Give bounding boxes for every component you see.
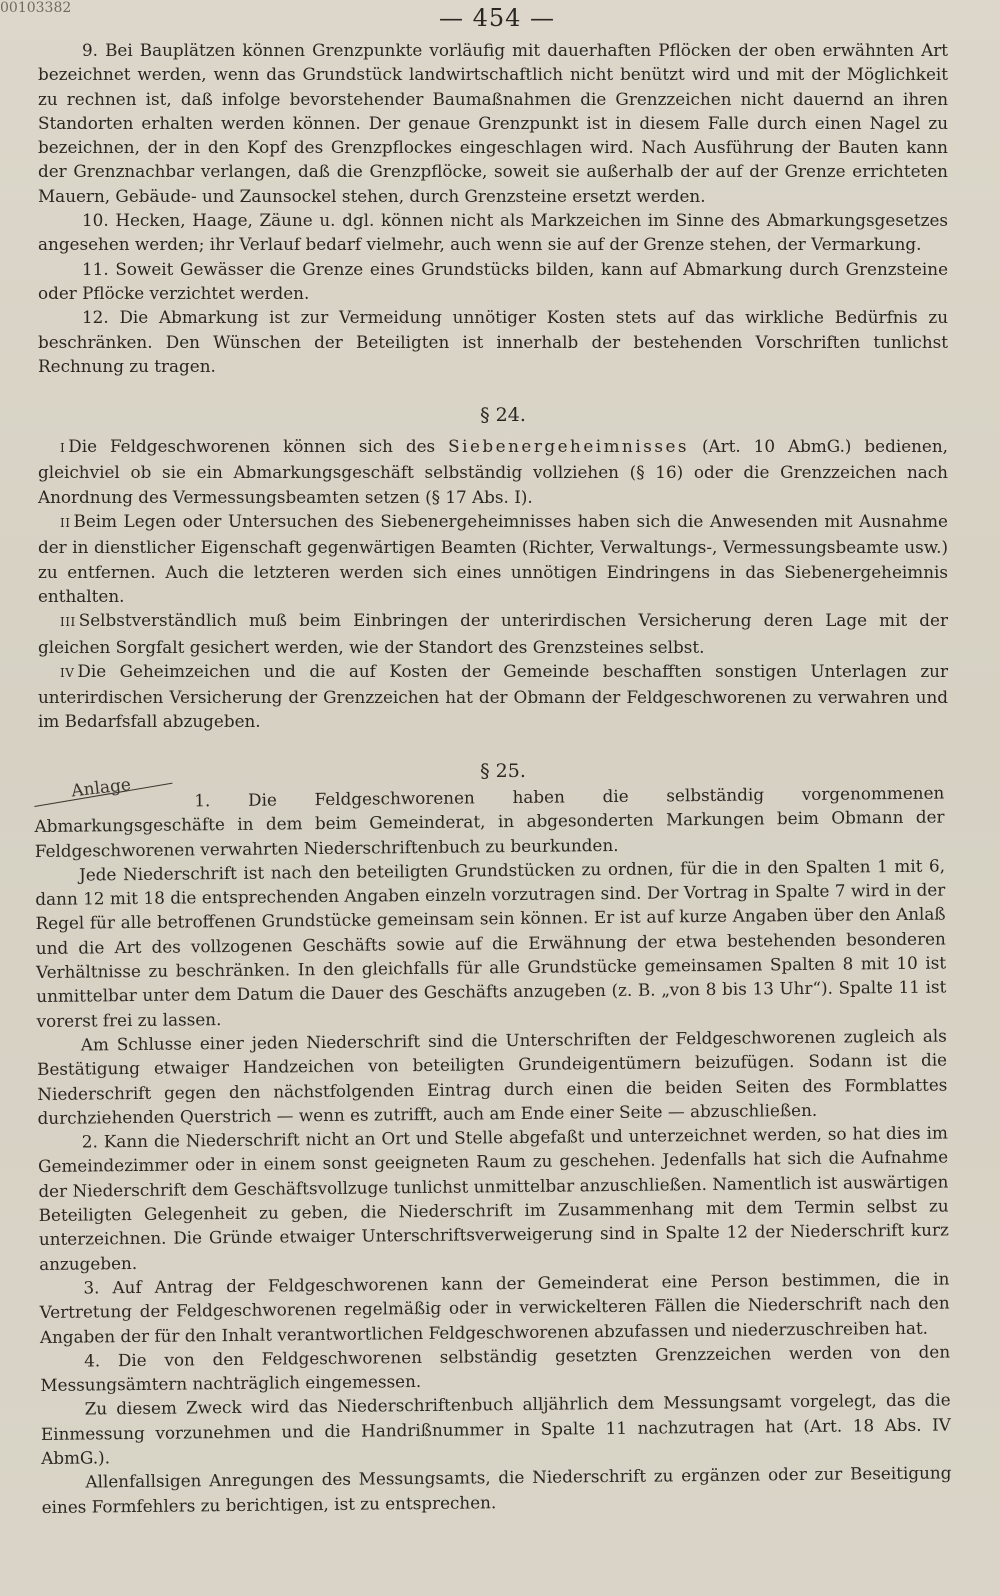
roman-numeral: IV [60, 665, 75, 680]
archive-id: 00103382 [0, 0, 72, 16]
section-24-para-3 [38, 608, 948, 659]
roman-numeral: III [60, 615, 76, 630]
section-24 [38, 434, 948, 734]
section-25 [34, 774, 952, 1518]
section-25-para-1b: Jede Niederschrift ist nach den beteiligten Grundstücken zu ordnen, für die in den Spalten 1 mit 6, dann 12 mit 18 die entsprechenden Angaben einzeln vorzutragen sind. Der Vortrag in Spalte 7 wird in der Regel für alle betroffenen Grundstücke gemeinsam sein können. Er ist auf kurze Angaben über den Anlaß und die Art des vollzogenen Geschäfts sowie auf die Erwähnung der etwa bestehenden besonderen Verhältnisse zu beschränken. In den gleichfalls für alle Grundstücke gemeinsamen Spalten 8 mit 10 ist unmittelbar unter dem Datum die Dauer des Geschäfts anzugeben (z. B. „von 8 bis 13 Uhr“). Spalte 11 ist vorerst frei zu lassen. [35, 855, 947, 1031]
emphasis-term: Siebenergeheimnisses [448, 436, 689, 457]
roman-numeral: I [60, 441, 66, 456]
section-24-para-1 [38, 434, 948, 509]
anlage-marginal-note: Anlage [70, 774, 132, 802]
section-25-para-3: 3. Auf Antrag der Feldgeschworenen kann der Gemeinderat eine Person bestimmen, die in Vertretung der Feldgeschworenen regelmäßig oder in verwickelteren Fällen die Niederschrift nach den Angaben der für den Inhalt verantwortlichen Feldgeschworenen abzufassen und niederzuschreiben hat. [39, 1268, 950, 1347]
para-text: Selbstverständlich muß beim Einbringen der unterirdischen Versicherung deren Lage mit der gleichen Sorgfalt gesichert werden, wie der Standort des Grenzsteines selbst. [38, 610, 948, 657]
para-text: (Art. 10 AbmG.) bedienen, gleichviel ob sie ein Abmarkungsgeschäft selbständig vollziehen (§ 16) oder die Grenzzeichen nach Anordnung des Vermessungsbeamten setzen (§ 17 Abs. I). [38, 436, 949, 507]
section-25-heading: § 25. [480, 759, 526, 782]
roman-numeral: II [60, 516, 71, 531]
section-24-para-2 [38, 509, 948, 608]
section-25-para-1c: Am Schlusse einer jeden Niederschrift sind die Unterschriften der Feldgeschworenen zugleich als Bestätigung etwaiger Handzeichen von beteiligten Grundeigentümern beizufügen. Sodann ist die Niederschrift gegen den nächstfolgenden Eintrag durch einen die beiden Seiten des Formblattes durchziehenden Querstrich — wenn es zutrifft, auch am Ende einer Seite — abzuschließen. [37, 1025, 948, 1128]
section-25-para-4: 4. Die von den Feldgeschworenen selbständig gesetzten Grenzzeichen werden von den Messungsämtern nachträglich eingemessen. [40, 1341, 951, 1395]
section-24-heading: § 24. [480, 404, 526, 427]
para-text: Beim Legen oder Untersuchen des Siebenergeheimnisses haben sich die Anwesenden mit Ausnahme der in dienstlicher Eigenschaft gegenwärtigen Beamten (Richter, Verwaltungs-, Vermessungsbeamte usw.) zu entfernen. Auch die letzteren werden sich eines unnötigen Eindringens in das Siebenergeheimnis enthalten. [38, 511, 948, 606]
paragraph-12: 12. Die Abmarkung ist zur Vermeidung unnötiger Kosten stets auf das wirkliche Bedürfnis zu beschränken. Den Wünschen der Beteiligten ist innerhalb der bestehenden Vorschriften tunlichst Rechnung zu tragen. [38, 307, 948, 376]
paragraph-10: 10. Hecken, Haage, Zäune u. dgl. können nicht als Markzeichen im Sinne des Abmarkungsgesetzes angesehen werden; ihr Verlauf bedarf vielmehr, auch wenn sie auf der Grenze stehen, der Vermarkung. [38, 210, 948, 255]
para-text: Die Geheimzeichen und die auf Kosten der Gemeinde beschafften sonstigen Unterlagen zur unterirdischen Versicherung der Grenzzeichen hat der Obmann der Feldgeschworenen zu verwahren und im Bedarfsfall abzugeben. [38, 660, 948, 732]
paragraph-9: 9. Bei Bauplätzen können Grenzpunkte vorläufig mit dauerhaften Pflöcken der oben erwähnten Art bezeichnet werden, wenn das Grundstück landwirtschaftlich nicht benützt wird und mit der Möglichkeit zu rechnen ist, daß infolge bevorstehender Baumaßnahmen die Grenzzeichen nicht dauernd an ihren Standorten erhalten werden können. Der genaue Grenzpunkt ist in diesem Falle durch einen Nagel zu bezeichnen, der in den Kopf des Grenzpflockes eingeschlagen wird. Nach Ausführung der Bauten kann der Grenznachbar verlangen, daß die Grenzpflöcke, soweit sie außerhalb der auf der Grenze errichteten Mauern, Gebäude- und Zaunsockel stehen, durch Grenzsteine ersetzt werden. [38, 40, 948, 206]
page-number: — 454 — [438, 4, 556, 32]
section-25-para-4b: Zu diesem Zweck wird das Niederschriftenbuch alljährlich dem Messungsamt vorgelegt, das die Einmessung vorzunehmen und die Handrißnummer in Spalte 11 nachzutragen hat (Art. 18 Abs. IV AbmG.). [40, 1389, 951, 1468]
section-24-para-4 [38, 659, 948, 734]
section-25-para-1: 1. Die Feldgeschworenen haben die selbständig vorgenommenen Abmarkungsgeschäfte in dem beim Gemeinderat, in abgesonderten Markungen beim Obmann der Feldgeschworenen verwahrten Niederschriftenbuch zu beurkunden. [34, 782, 945, 861]
section-23-continuation [38, 38, 948, 378]
para-text: Die Feldgeschworenen können sich des [68, 436, 449, 457]
paragraph-11: 11. Soweit Gewässer die Grenze eines Grundstücks bilden, kann auf Abmarkung durch Grenzsteine oder Pflöcke verzichtet werden. [38, 258, 948, 303]
section-25-para-4c: Allenfallsigen Anregungen des Messungsamts, die Niederschrift zu ergänzen oder zur Beseitigung eines Formfehlers zu berichtigen, ist zu entsprechen. [41, 1462, 952, 1517]
section-25-para-2: 2. Kann die Niederschrift nicht an Ort und Stelle abgefaßt und unterzeichnet werden, so hat dies im Gemeindezimmer oder in einem sonst geeigneten Raum zu geschehen. Jedenfalls hat sich die Aufnahme der Niederschrift dem Geschäftsvollzuge tunlichst unmittelbar anzuschließen. Namentlich ist auswärtigen Beteiligten Gelegenheit zu geben, die Niederschrift im Zusammenhang mit dem Termin selbst zu unterzeichnen. Die Gründe etwaiger Unterschriftsverweigerung sind in Spalte 12 der Niederschrift kurz anzugeben. [38, 1122, 949, 1274]
